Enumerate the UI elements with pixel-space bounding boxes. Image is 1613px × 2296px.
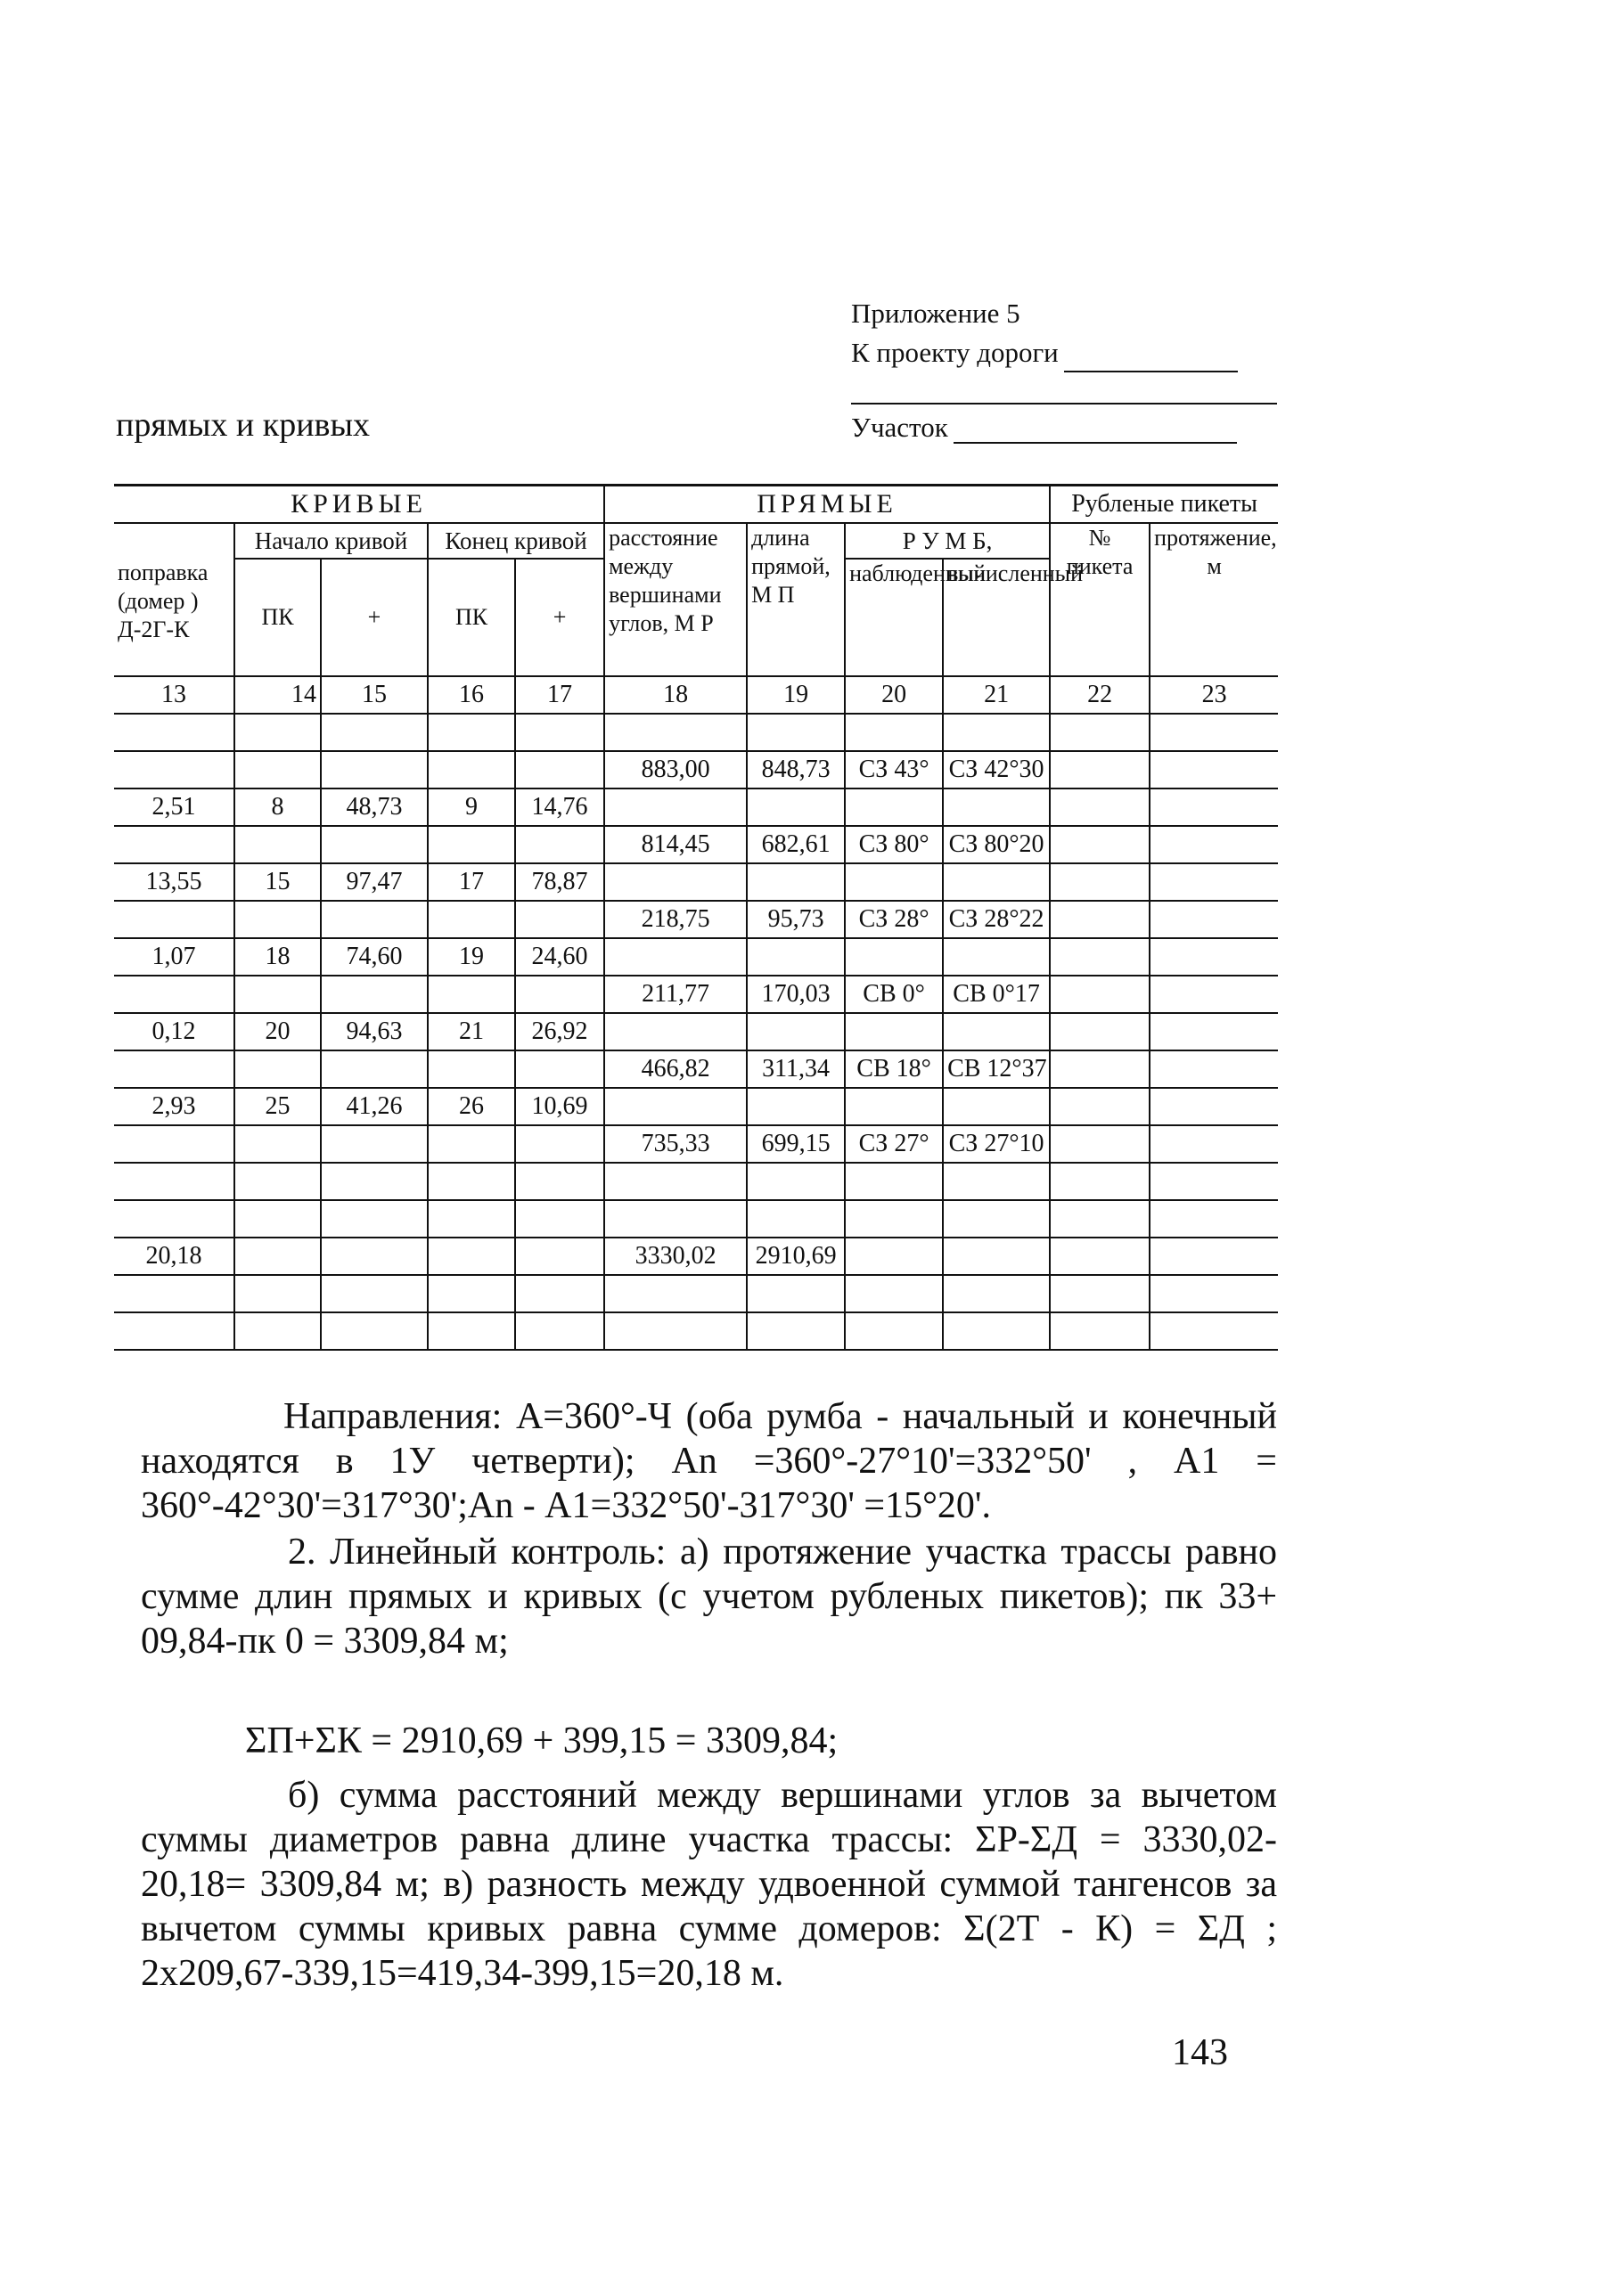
table-cell: 74,60 [321, 938, 428, 976]
table-cell [1150, 714, 1278, 751]
table-row [114, 1275, 1278, 1312]
table-cell [234, 976, 321, 1013]
computed-header: вычисленный [943, 559, 1050, 676]
table-cell: 78,87 [515, 863, 604, 901]
table-row [114, 1163, 1278, 1200]
table-cell [428, 751, 515, 788]
table-cell [1050, 826, 1150, 863]
table-cell [1150, 1163, 1278, 1200]
distance-control-paragraph [141, 1773, 1277, 1996]
table-cell: 19 [428, 938, 515, 976]
table-cell [321, 1125, 428, 1163]
table-cell: 97,47 [321, 863, 428, 901]
extent-header: протяжение, м [1150, 523, 1278, 676]
subgroup-header-row [114, 523, 1278, 559]
col-num: 14 [234, 676, 321, 714]
table-cell: СВ 0° [845, 976, 943, 1013]
table-cell [1050, 1312, 1150, 1350]
table-cell: 170,03 [747, 976, 845, 1013]
table-cell: 15 [234, 863, 321, 901]
length-header: длина прямой, М П [747, 523, 845, 676]
table-cell: 682,61 [747, 826, 845, 863]
table-cell [943, 788, 1050, 826]
table-cell [428, 1125, 515, 1163]
table-row [114, 788, 1278, 826]
section-label: Участок [851, 412, 948, 443]
table-cell: 9 [428, 788, 515, 826]
table-cell [1150, 901, 1278, 938]
table-cell: СЗ 80° [845, 826, 943, 863]
table-cell: 26,92 [515, 1013, 604, 1050]
end-pk-header: ПК [428, 559, 515, 676]
table-cell [604, 1088, 747, 1125]
table-cell [604, 1163, 747, 1200]
table-cell: 2,51 [114, 788, 234, 826]
table-cell [604, 1013, 747, 1050]
table-cell [1050, 1125, 1150, 1163]
table-cell: 20 [234, 1013, 321, 1050]
table-cell [845, 714, 943, 751]
table-cell [1050, 1050, 1150, 1088]
table-cell [747, 1275, 845, 1312]
table-cell [943, 714, 1050, 751]
table-cell [515, 1200, 604, 1238]
linear-control-text: 2. Линейный контроль: а) протяжение участка трассы равно сумме длин прямых и кривых (с учетом рубленых пикетов); пк 33+ 09,84-пк 0 = 3309,84 м; [141, 1532, 1277, 1662]
table-cell [604, 1275, 747, 1312]
table-cell [1050, 1088, 1150, 1125]
table-cell [428, 1275, 515, 1312]
header-rule [851, 403, 1277, 404]
observed-header: наблюденный [845, 559, 943, 676]
distance-control-text: б) сумма расстояний между вершинами углов за вычетом суммы диаметров равна длине участка трассы: ΣР-ΣД = 3330,02-20,18= 3309,84 м; в) разность между удвоенной суммой тангенсов за вычетом суммы кривых равна сумме домеров: Σ(2Т - К) = ΣД ; 2х209,67-339,15=419,34-399,15=20,18 м. [141, 1775, 1277, 1994]
table-row [114, 938, 1278, 976]
table-cell: 2910,69 [747, 1238, 845, 1275]
table-cell [234, 1050, 321, 1088]
col-num: 22 [1050, 676, 1150, 714]
table-cell [943, 1013, 1050, 1050]
table-cell [234, 826, 321, 863]
table-cell: СЗ 27° [845, 1125, 943, 1163]
table-cell [234, 1163, 321, 1200]
table-cell: 94,63 [321, 1013, 428, 1050]
table-cell [428, 714, 515, 751]
table-cell [943, 1275, 1050, 1312]
table-cell [234, 1312, 321, 1350]
table-cell [428, 1238, 515, 1275]
table-cell [114, 976, 234, 1013]
table-cell [845, 938, 943, 976]
table-cell [515, 1125, 604, 1163]
table-cell [321, 826, 428, 863]
table-row [114, 714, 1278, 751]
table-cell [1050, 976, 1150, 1013]
table-cell [747, 1088, 845, 1125]
table-cell: 211,77 [604, 976, 747, 1013]
col-num: 23 [1150, 676, 1278, 714]
table-cell [1150, 1088, 1278, 1125]
table-cell [943, 1088, 1050, 1125]
table-cell: 41,26 [321, 1088, 428, 1125]
table-row [114, 1050, 1278, 1088]
table-cell [234, 1275, 321, 1312]
table-cell [604, 1312, 747, 1350]
table-cell [1150, 1050, 1278, 1088]
correction-header: поправка (домер ) Д-2Г-К [118, 560, 209, 642]
table-cell: СЗ 27°10 [943, 1125, 1050, 1163]
table-row [114, 826, 1278, 863]
table-cell: 8 [234, 788, 321, 826]
table-cell [428, 976, 515, 1013]
table-cell [1150, 976, 1278, 1013]
table-cell: СЗ 28° [845, 901, 943, 938]
table-cell: 24,60 [515, 938, 604, 976]
table-cell: 0,12 [114, 1013, 234, 1050]
table-cell: 95,73 [747, 901, 845, 938]
table-cell [845, 1312, 943, 1350]
table-cell [515, 1050, 604, 1088]
start-plus-header: + [321, 559, 428, 676]
table-cell: СВ 12°37 [943, 1050, 1050, 1088]
col-num: 20 [845, 676, 943, 714]
table-cell [943, 1312, 1050, 1350]
curves-and-straights-table [114, 484, 1278, 1351]
ledger-body [114, 714, 1278, 1350]
table-cell [1050, 1163, 1150, 1200]
table-cell: 311,34 [747, 1050, 845, 1088]
table-cell [321, 976, 428, 1013]
table-cell [515, 1275, 604, 1312]
table-cell: 883,00 [604, 751, 747, 788]
table-cell [747, 1163, 845, 1200]
table-cell [1050, 1275, 1150, 1312]
table-cell [114, 1125, 234, 1163]
table-cell [428, 826, 515, 863]
table-cell [428, 901, 515, 938]
table-cell [747, 938, 845, 976]
pickets-group-header: Рубленые пикеты [1050, 486, 1278, 524]
table-cell: 466,82 [604, 1050, 747, 1088]
table-cell [428, 1200, 515, 1238]
table-cell [234, 1200, 321, 1238]
table-cell: 26 [428, 1088, 515, 1125]
table-cell [515, 901, 604, 938]
table-cell [1150, 1275, 1278, 1312]
table-cell [1150, 938, 1278, 976]
table-cell [114, 826, 234, 863]
table-row [114, 1013, 1278, 1050]
table-cell: СЗ 28°22 [943, 901, 1050, 938]
table-cell [1050, 1238, 1150, 1275]
table-cell [604, 714, 747, 751]
appendix-label: Приложение 5 [851, 298, 1020, 329]
table-cell: СВ 0°17 [943, 976, 1050, 1013]
table-cell [845, 1238, 943, 1275]
table-cell: 25 [234, 1088, 321, 1125]
col-num: 19 [747, 676, 845, 714]
sum-equation: ΣП+ΣК = 2910,69 + 399,15 = 3309,84; [245, 1720, 839, 1761]
rumb-header: Р У М Б, [845, 523, 1050, 559]
linear-control-paragraph [141, 1530, 1277, 1663]
table-cell: 18 [234, 938, 321, 976]
table-cell [943, 938, 1050, 976]
distance-header: расстояние между вершинами углов, М Р [604, 523, 747, 676]
end-plus-header: + [515, 559, 604, 676]
project-label: К проекту дороги [851, 337, 1059, 368]
col-num: 17 [515, 676, 604, 714]
column-number-row [114, 676, 1278, 714]
table-cell [114, 1312, 234, 1350]
table-cell: 48,73 [321, 788, 428, 826]
table-cell [515, 826, 604, 863]
table-cell [747, 1200, 845, 1238]
table-cell [604, 863, 747, 901]
section-field [851, 412, 1237, 444]
table-cell [1150, 1013, 1278, 1050]
table-cell [321, 1050, 428, 1088]
table-row [114, 1312, 1278, 1350]
table-row [114, 1125, 1278, 1163]
table-cell [1150, 1312, 1278, 1350]
col-num: 16 [428, 676, 515, 714]
table-cell: 20,18 [114, 1238, 234, 1275]
table-cell [747, 788, 845, 826]
table-cell: 814,45 [604, 826, 747, 863]
table-cell [515, 714, 604, 751]
table-cell [845, 788, 943, 826]
table-cell [1050, 1013, 1150, 1050]
table-cell: 848,73 [747, 751, 845, 788]
table-row [114, 751, 1278, 788]
table-cell [1050, 788, 1150, 826]
curve-end-header: Конец кривой [428, 523, 604, 559]
table-row [114, 863, 1278, 901]
table-cell [1150, 1200, 1278, 1238]
table-cell [515, 751, 604, 788]
table-cell [1150, 1238, 1278, 1275]
table-row [114, 901, 1278, 938]
curves-group-header: КРИВЫЕ [114, 486, 604, 524]
col-num: 13 [114, 676, 234, 714]
start-pk-header: ПК [234, 559, 321, 676]
table-cell [845, 1088, 943, 1125]
col-num: 21 [943, 676, 1050, 714]
table-cell [747, 1013, 845, 1050]
table-cell [943, 1200, 1050, 1238]
table-cell [845, 1200, 943, 1238]
document-subtitle: прямых и кривых [116, 406, 370, 444]
table-cell [943, 1163, 1050, 1200]
table-cell [604, 938, 747, 976]
table-row [114, 1238, 1278, 1275]
table-cell [234, 714, 321, 751]
project-blank [1064, 344, 1238, 372]
table-cell [114, 1163, 234, 1200]
table-cell [747, 714, 845, 751]
table-cell [1050, 714, 1150, 751]
table-cell [1050, 938, 1150, 976]
table-cell [845, 863, 943, 901]
table-cell [1150, 863, 1278, 901]
table-cell [1050, 863, 1150, 901]
table-cell: СВ 18° [845, 1050, 943, 1088]
table-cell [1150, 788, 1278, 826]
table-cell [234, 1238, 321, 1275]
table-cell [1150, 751, 1278, 788]
table-cell [114, 714, 234, 751]
table-cell: СЗ 80°20 [943, 826, 1050, 863]
directions-paragraph [141, 1394, 1277, 1528]
table-cell [943, 1238, 1050, 1275]
table-cell: СЗ 42°30 [943, 751, 1050, 788]
table-cell [1150, 1125, 1278, 1163]
col-num: 15 [321, 676, 428, 714]
table-cell [1150, 826, 1278, 863]
table-cell [845, 1275, 943, 1312]
table-cell: 10,69 [515, 1088, 604, 1125]
table-cell [515, 976, 604, 1013]
table-cell [321, 1275, 428, 1312]
table-cell [234, 901, 321, 938]
table-row [114, 1088, 1278, 1125]
table-cell [604, 1200, 747, 1238]
table-cell [845, 1163, 943, 1200]
table-cell [428, 1312, 515, 1350]
table-cell [114, 751, 234, 788]
table-cell [114, 1200, 234, 1238]
table-cell: 13,55 [114, 863, 234, 901]
table-cell [747, 1312, 845, 1350]
directions-text: Направления: А=360°-Ч (оба румба - начальный и конечный находятся в 1У четверти); Аn =360°-27°10'=332°50' , А1 = 360°-42°30'=317°30';Аn - А1=332°50'-317°30' =15°20'. [141, 1396, 1277, 1526]
picket-no-header: № пикета [1050, 523, 1150, 676]
table-cell: 2,93 [114, 1088, 234, 1125]
table-cell: 699,15 [747, 1125, 845, 1163]
table-cell [114, 1050, 234, 1088]
table-cell: 3330,02 [604, 1238, 747, 1275]
page-number: 143 [1172, 2032, 1228, 2073]
table-cell [515, 1238, 604, 1275]
table-cell [321, 1238, 428, 1275]
table-cell [1050, 1200, 1150, 1238]
table-cell [321, 1163, 428, 1200]
table-cell: 735,33 [604, 1125, 747, 1163]
table-cell [515, 1312, 604, 1350]
table-cell: 218,75 [604, 901, 747, 938]
table-cell [845, 1013, 943, 1050]
table-cell [604, 788, 747, 826]
table-cell [1050, 751, 1150, 788]
straights-group-header: ПРЯМЫЕ [604, 486, 1050, 524]
table-row [114, 976, 1278, 1013]
table-cell [321, 1200, 428, 1238]
col-num: 18 [604, 676, 747, 714]
table-cell [321, 901, 428, 938]
table-row [114, 1200, 1278, 1238]
table-cell [515, 1163, 604, 1200]
curve-start-header: Начало кривой [234, 523, 428, 559]
table-cell [943, 863, 1050, 901]
table-cell [747, 863, 845, 901]
table-cell [321, 1312, 428, 1350]
table-cell: 1,07 [114, 938, 234, 976]
table-cell [428, 1050, 515, 1088]
table-cell: СЗ 43° [845, 751, 943, 788]
table-cell [1050, 901, 1150, 938]
table-cell [114, 1275, 234, 1312]
table-cell: 17 [428, 863, 515, 901]
table-cell: 14,76 [515, 788, 604, 826]
table-cell [321, 751, 428, 788]
table-cell [321, 714, 428, 751]
table-cell [234, 751, 321, 788]
table-cell [114, 901, 234, 938]
group-header-row [114, 486, 1278, 524]
appendix-header [851, 294, 1238, 372]
section-blank [954, 415, 1237, 444]
table-cell: 21 [428, 1013, 515, 1050]
table-cell [428, 1163, 515, 1200]
table-cell [234, 1125, 321, 1163]
